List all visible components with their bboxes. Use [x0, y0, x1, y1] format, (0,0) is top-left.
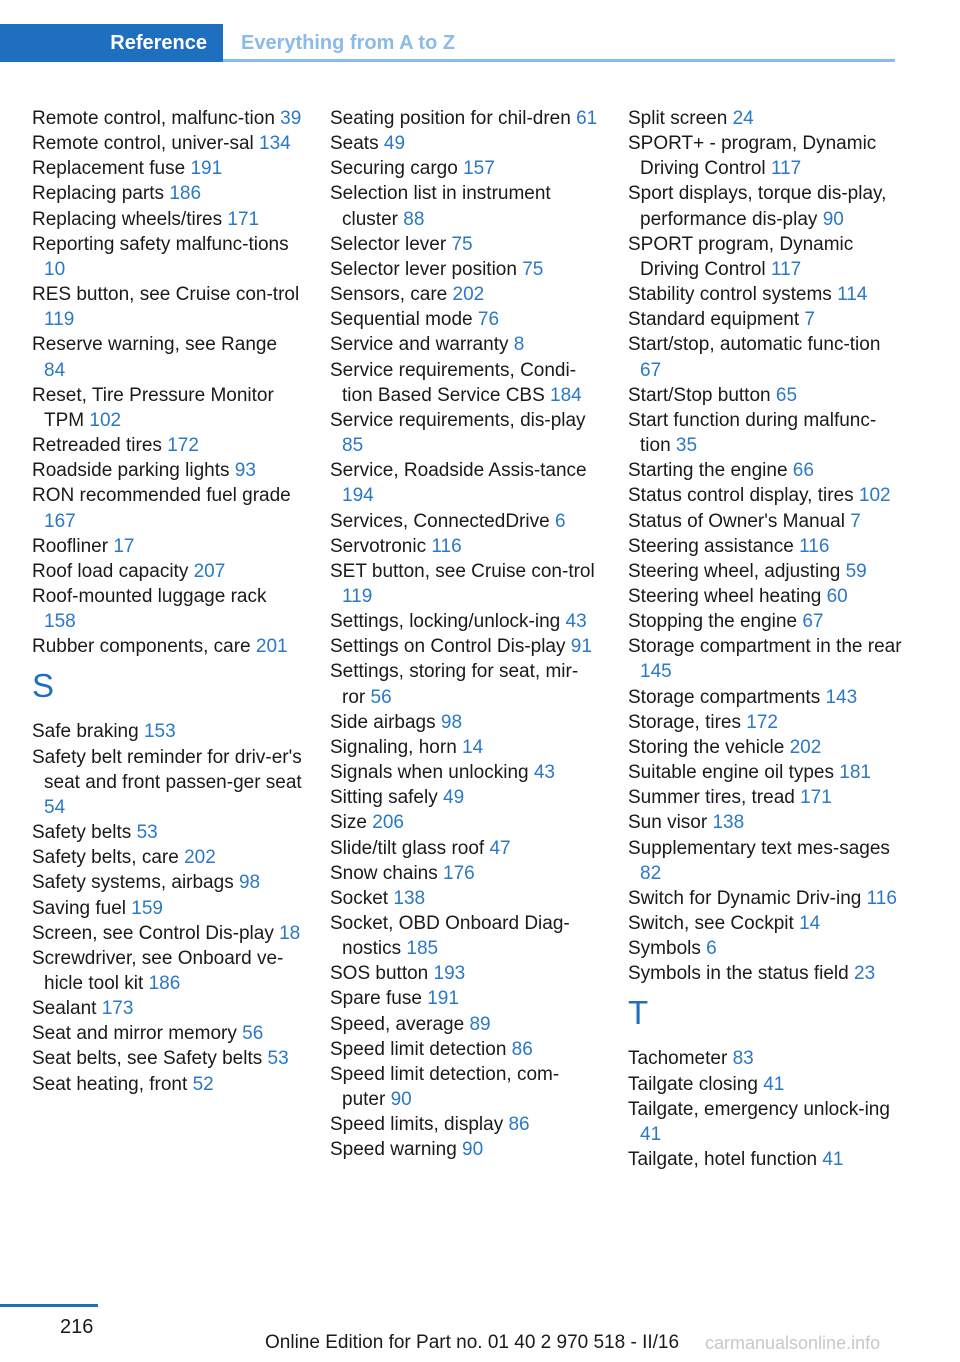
page-reference-link[interactable]: 75 — [451, 233, 473, 255]
index-entry — [628, 509, 903, 534]
index-entry — [330, 710, 600, 735]
index-entry — [628, 332, 903, 382]
watermark: carmanualsonline.info — [705, 1333, 881, 1353]
index-entry-text: Seat belts, see Safety belts — [32, 1048, 263, 1070]
page-header — [0, 24, 895, 62]
index-entry-text: Seating position for chil-dren — [330, 108, 571, 129]
index-entry — [32, 156, 302, 181]
page-reference-link[interactable]: 90 — [390, 1089, 412, 1111]
index-entry — [330, 1012, 600, 1037]
index-entry — [32, 559, 302, 584]
index-entry — [330, 1137, 600, 1162]
index-entry-text: Seat heating, front — [32, 1073, 188, 1095]
footer-rule — [0, 1304, 98, 1307]
page-reference-link[interactable]: 49 — [383, 133, 406, 155]
index-entry — [330, 358, 600, 408]
index-entry-text: Safety belts, care — [32, 847, 179, 869]
page-reference-link[interactable]: 60 — [826, 585, 848, 607]
index-entry-text: Side airbags — [330, 711, 436, 733]
page-reference-link[interactable]: 90 — [462, 1139, 484, 1161]
index-entry-text: Status control display, tires — [628, 485, 854, 507]
index-entry — [628, 836, 903, 886]
index-entry-text: Socket — [330, 887, 389, 909]
index-entry-text: Starting the engine — [628, 460, 788, 482]
index-entry — [628, 609, 903, 634]
page-reference-link[interactable]: 172 — [746, 711, 778, 733]
index-entry-text: Speed limit detection, com-puter — [330, 1063, 560, 1111]
index-entry-text: Seat and mirror memory — [32, 1023, 237, 1045]
index-entry — [628, 106, 903, 131]
index-entry-text: Rubber components, care — [32, 636, 251, 658]
index-entry — [330, 861, 600, 886]
index-entry — [330, 609, 600, 634]
index-entry — [628, 1046, 903, 1071]
page-reference-link[interactable]: 65 — [775, 384, 798, 406]
index-entry — [330, 1062, 600, 1112]
index-entry — [628, 735, 903, 760]
index-entry — [330, 659, 600, 709]
page-reference-link[interactable]: 176 — [443, 862, 475, 884]
page-reference-link[interactable]: 193 — [433, 963, 466, 985]
index-entry — [330, 106, 600, 131]
index-entry-text: Symbols — [628, 938, 701, 960]
page-reference-link[interactable]: 117 — [770, 258, 802, 280]
index-entry-text: Safety systems, airbags — [32, 872, 234, 894]
page-reference-link[interactable]: 119 — [342, 585, 373, 607]
page-reference-link[interactable]: 138 — [393, 887, 426, 909]
index-entry-text: Signaling, horn — [330, 736, 457, 758]
index-entry — [628, 961, 903, 986]
index-entry — [628, 181, 903, 231]
page-reference-link[interactable]: 191 — [190, 158, 223, 180]
page-reference-link[interactable]: 54 — [44, 796, 66, 818]
index-entry-text: Speed limit detection — [330, 1038, 507, 1060]
index-entry-text: Summer tires, tread — [628, 787, 795, 809]
page-reference-link[interactable]: 8 — [513, 334, 525, 356]
index-entry-text: Sequential mode — [330, 309, 473, 331]
index-entry-text: Services, ConnectedDrive — [330, 510, 550, 532]
page-reference-link[interactable]: 186 — [148, 973, 181, 994]
page-reference-link[interactable]: 206 — [372, 812, 404, 834]
page-reference-link[interactable]: 143 — [825, 686, 858, 708]
index-entry — [628, 383, 903, 408]
index-entry-text: Service requirements, Condi-tion Based Service CBS — [330, 359, 577, 406]
index-entry-text: Sitting safely — [330, 787, 438, 809]
page-reference-link[interactable]: 24 — [732, 108, 754, 129]
index-entry — [32, 745, 302, 820]
index-entry — [628, 710, 903, 735]
index-entry — [32, 106, 302, 131]
index-entry-text: Safety belts — [32, 822, 132, 844]
page-reference-link[interactable]: 145 — [640, 661, 672, 683]
page-reference-link[interactable]: 98 — [440, 711, 463, 733]
page-reference-link[interactable]: 41 — [822, 1149, 844, 1171]
index-entry — [330, 534, 600, 559]
index-column-3 — [628, 106, 903, 1172]
index-entry-text: Seats — [330, 133, 379, 155]
page-reference-link[interactable]: 186 — [169, 183, 202, 205]
index-entry — [32, 207, 302, 232]
page-reference-link[interactable]: 202 — [789, 736, 822, 758]
index-entry-text: Storing the vehicle — [628, 736, 785, 758]
index-entry — [628, 1072, 903, 1097]
index-entry-text: Tailgate closing — [628, 1073, 758, 1095]
index-entry-text: Switch for Dynamic Driv-ing — [628, 887, 862, 909]
index-entry — [628, 408, 903, 458]
page-reference-link[interactable]: 47 — [489, 837, 511, 859]
index-entry — [32, 896, 302, 921]
index-entry — [32, 483, 302, 533]
index-entry — [32, 131, 302, 156]
index-entry — [628, 1147, 903, 1172]
page-reference-link[interactable]: 17 — [113, 535, 135, 557]
index-entry-text: Retreaded tires — [32, 435, 162, 457]
index-entry-text: Service, Roadside Assis-tance — [330, 460, 587, 482]
index-entry-text: Split screen — [628, 108, 728, 129]
index-entry-text: Snow chains — [330, 862, 438, 884]
index-entry-text: Storage compartment in the rear — [628, 636, 902, 658]
index-entry — [330, 961, 600, 986]
index-entry-text: Slide/tilt glass roof — [330, 837, 485, 859]
index-entry — [628, 785, 903, 810]
page-reference-link[interactable]: 10 — [44, 258, 66, 280]
index-entry — [32, 1046, 302, 1071]
page-reference-link[interactable]: 84 — [44, 359, 66, 381]
page-reference-link[interactable]: 53 — [136, 822, 158, 844]
page-reference-link[interactable]: 67 — [640, 359, 662, 381]
index-entry-text: Symbols in the status field — [628, 963, 849, 985]
page-reference-link[interactable]: 158 — [44, 611, 76, 633]
index-entry — [32, 232, 302, 282]
index-entry — [330, 886, 600, 911]
index-entry — [330, 458, 600, 508]
index-entry — [32, 534, 302, 559]
page-reference-link[interactable]: 6 — [706, 938, 717, 960]
index-entry-text: Selector lever — [330, 233, 447, 255]
page-reference-link[interactable]: 181 — [839, 762, 871, 784]
index-entry — [330, 1037, 600, 1062]
page-reference-link[interactable]: 119 — [44, 309, 75, 331]
page-number: 216 — [60, 1316, 94, 1338]
page-reference-link[interactable]: 53 — [267, 1048, 289, 1070]
index-entry-text: Sun visor — [628, 812, 708, 834]
index-entry — [330, 257, 600, 282]
index-entry — [32, 458, 302, 483]
index-entry-text: Suitable engine oil types — [628, 762, 834, 784]
page-reference-link[interactable]: 56 — [370, 686, 392, 708]
index-entry — [628, 131, 903, 181]
index-entry — [330, 760, 600, 785]
page-reference-link[interactable]: 167 — [44, 510, 76, 532]
page-reference-link[interactable]: 116 — [431, 535, 462, 557]
index-entry-text: Roof load capacity — [32, 560, 189, 582]
index-entry — [628, 483, 903, 508]
index-entry-text: Storage compartments — [628, 686, 821, 708]
page-reference-link[interactable]: 102 — [89, 409, 122, 431]
index-entry-text: Signals when unlocking — [330, 762, 529, 784]
index-entry — [32, 820, 302, 845]
page-reference-link[interactable]: 61 — [576, 108, 598, 129]
index-entry-text: Selection list in instrument cluster — [330, 183, 551, 230]
index-entry-text: Roadside parking lights — [32, 460, 230, 482]
page-reference-link[interactable]: 171 — [800, 787, 832, 809]
index-entry — [32, 433, 302, 458]
page-reference-link[interactable]: 172 — [167, 435, 199, 457]
index-entry-text: Saving fuel — [32, 897, 127, 919]
index-entry-text: Remote control, univer-sal — [32, 133, 254, 155]
index-entry-text: Service and warranty — [330, 334, 509, 356]
index-entry-text: Spare fuse — [330, 988, 422, 1010]
index-entry — [628, 534, 903, 559]
index-entry-text: Selector lever position — [330, 258, 517, 280]
index-entry-text: Settings, storing for seat, mir-ror — [330, 661, 579, 708]
page-reference-link[interactable]: 116 — [799, 535, 830, 557]
index-entry — [32, 719, 302, 744]
page-reference-link[interactable]: 7 — [804, 309, 815, 331]
index-entry-text: Servotronic — [330, 535, 427, 557]
page-reference-link[interactable]: 14 — [799, 913, 821, 934]
index-entry — [628, 810, 903, 835]
page-reference-link[interactable]: 41 — [640, 1123, 662, 1145]
index-entry-text: Standard equipment — [628, 309, 800, 331]
index-entry — [628, 886, 903, 911]
index-entry — [32, 584, 302, 634]
index-entry — [330, 785, 600, 810]
index-entry-text: Safe braking — [32, 721, 139, 743]
index-entry — [330, 810, 600, 835]
index-entry-text: RON recommended fuel grade — [32, 485, 291, 507]
index-entry-text: SOS button — [330, 963, 429, 985]
index-entry — [628, 760, 903, 785]
index-entry-text: Steering wheel, adjusting — [628, 560, 841, 582]
page-reference-link[interactable]: 76 — [477, 309, 500, 331]
index-entry — [628, 1097, 903, 1147]
index-entry — [32, 332, 302, 382]
page-reference-link[interactable]: 41 — [763, 1073, 785, 1095]
index-entry-text: Sensors, care — [330, 284, 448, 306]
index-entry-text: Replacement fuse — [32, 158, 186, 180]
page-reference-link[interactable]: 201 — [255, 636, 288, 658]
index-entry — [628, 634, 903, 684]
index-entry — [32, 996, 302, 1021]
index-entry — [628, 458, 903, 483]
index-entry-text: Start/stop, automatic func-tion — [628, 334, 881, 356]
page-reference-link[interactable]: 75 — [522, 258, 544, 280]
page-reference-link[interactable]: 52 — [192, 1073, 214, 1095]
page-reference-link[interactable]: 207 — [193, 560, 226, 582]
page-reference-link[interactable]: 83 — [732, 1048, 754, 1070]
index-column-1 — [32, 106, 302, 1097]
index-entry — [330, 986, 600, 1011]
index-entry-text: Settings, locking/unlock-ing — [330, 611, 561, 633]
index-entry-text: Screen, see Control Dis-play — [32, 922, 274, 944]
index-column-2 — [330, 106, 600, 1163]
index-entry-text: Start/Stop button — [628, 384, 771, 406]
page-reference-link[interactable]: 43 — [565, 611, 587, 633]
index-entry-text: Speed limits, display — [330, 1114, 504, 1136]
page-reference-link[interactable]: 88 — [403, 208, 425, 230]
page-reference-link[interactable]: 86 — [511, 1038, 533, 1060]
index-letter-heading: T — [628, 994, 649, 1032]
index-letter-heading: S — [32, 667, 55, 705]
index-entry — [330, 307, 600, 332]
page-reference-link[interactable]: 43 — [533, 762, 555, 784]
page-reference-link[interactable]: 39 — [280, 108, 302, 129]
page-reference-link[interactable]: 82 — [640, 862, 662, 884]
index-entry-text: Remote control, malfunc-tion — [32, 108, 275, 129]
page-reference-link[interactable]: 89 — [469, 1013, 491, 1035]
index-entry — [628, 282, 903, 307]
page-reference-link[interactable]: 66 — [792, 460, 814, 482]
index-entry — [32, 870, 302, 895]
index-entry-text: Tailgate, hotel function — [628, 1149, 818, 1171]
index-entry-text: Start function during malfunc-tion — [628, 409, 877, 457]
index-entry — [628, 232, 903, 282]
page-reference-link[interactable]: 85 — [342, 435, 364, 457]
page-reference-link[interactable]: 98 — [238, 872, 261, 894]
page-reference-link[interactable]: 6 — [554, 510, 566, 532]
page-reference-link[interactable]: 184 — [550, 384, 582, 406]
section-tab: Reference — [0, 24, 223, 62]
index-entry-text: Supplementary text mes-sages — [628, 837, 890, 859]
index-entry — [628, 911, 903, 936]
index-entry — [32, 282, 302, 332]
page-reference-link[interactable]: 202 — [184, 847, 216, 869]
index-entry — [32, 181, 302, 206]
index-entry-text: Status of Owner's Manual — [628, 510, 845, 532]
index-entry-text: Speed warning — [330, 1139, 457, 1161]
page-reference-link[interactable]: 91 — [570, 636, 592, 658]
index-entry — [330, 232, 600, 257]
index-entry — [628, 559, 903, 584]
index-entry-text: SPORT program, Dynamic Driving Control — [628, 233, 854, 280]
index-entry-text: Screwdriver, see Onboard ve-hicle tool kit — [32, 947, 284, 994]
index-entry — [330, 131, 600, 156]
index-entry-text: Tachometer — [628, 1048, 728, 1070]
index-entry-text: SPORT+ - program, Dynamic Driving Control — [628, 133, 877, 180]
page-reference-link[interactable]: 138 — [712, 812, 745, 834]
page-reference-link[interactable]: 185 — [406, 938, 439, 960]
page-reference-link[interactable]: 191 — [427, 988, 459, 1010]
index-entry — [32, 1072, 302, 1097]
index-entry — [330, 735, 600, 760]
index-entry-text: Size — [330, 812, 367, 834]
page-reference-link[interactable]: 93 — [234, 460, 256, 482]
index-entry — [32, 634, 302, 659]
edition-text: Online Edition for Part no. 01 40 2 970 518 - II/16 — [265, 1332, 680, 1353]
index-entry — [628, 584, 903, 609]
index-entry-text: Steering assistance — [628, 535, 794, 557]
index-entry-text: Replacing parts — [32, 183, 165, 205]
index-entry — [330, 911, 600, 961]
index-entry-text: Stability control systems — [628, 284, 832, 306]
page-reference-link[interactable]: 157 — [463, 158, 495, 180]
index-entry-text: Reporting safety malfunc-tions — [32, 233, 289, 255]
page-reference-link[interactable]: 173 — [101, 998, 134, 1020]
page-reference-link[interactable]: 153 — [143, 721, 176, 743]
index-entry-text: Storage, tires — [628, 711, 741, 733]
index-entry-text: Switch, see Cockpit — [628, 913, 794, 934]
page-reference-link[interactable]: 18 — [279, 922, 301, 944]
chapter-title: Everything from A to Z — [241, 32, 456, 54]
index-entry — [32, 921, 302, 946]
index-entry-text: Stopping the engine — [628, 611, 798, 633]
index-entry-text: Reset, Tire Pressure Monitor TPM — [32, 384, 274, 431]
page-reference-link[interactable]: 56 — [242, 1023, 264, 1045]
index-entry-text: RES button, see Cruise con-trol — [32, 284, 300, 306]
index-entry — [32, 845, 302, 870]
page-reference-link[interactable]: 23 — [854, 963, 876, 985]
index-entry — [330, 559, 600, 609]
index-entry-text: Settings on Control Dis-play — [330, 636, 566, 658]
index-entry — [330, 156, 600, 181]
page-reference-link[interactable]: 90 — [822, 208, 844, 230]
page-reference-link[interactable]: 202 — [452, 284, 485, 306]
index-entry-text: Roof-mounted luggage rack — [32, 585, 267, 607]
index-entry-text: Securing cargo — [330, 158, 458, 180]
page-reference-link[interactable]: 102 — [858, 485, 891, 507]
index-entry-text: Socket, OBD Onboard Diag-nostics — [330, 913, 570, 960]
page-reference-link[interactable]: 134 — [259, 133, 291, 155]
page-reference-link[interactable]: 49 — [443, 787, 465, 809]
page-reference-link[interactable]: 159 — [131, 897, 163, 919]
index-entry — [628, 307, 903, 332]
index-entry — [330, 408, 600, 458]
index-entry-text: Roofliner — [32, 535, 109, 557]
index-entry-text: Service requirements, dis-play — [330, 409, 586, 431]
index-entry-text: Safety belt reminder for driv-er's seat and front passen-ger seat — [32, 746, 302, 793]
index-entry-text: Steering wheel heating — [628, 585, 822, 607]
page-reference-link[interactable]: 86 — [508, 1114, 530, 1136]
index-entry — [330, 836, 600, 861]
index-entry — [32, 383, 302, 433]
index-entry — [330, 1112, 600, 1137]
index-entry — [330, 509, 600, 534]
page-reference-link[interactable]: 171 — [227, 208, 260, 230]
index-entry-text: Speed, average — [330, 1013, 465, 1035]
index-entry — [330, 332, 600, 357]
index-entry-text: Tailgate, emergency unlock-ing — [628, 1098, 890, 1120]
index-entry — [628, 936, 903, 961]
index-entry-text: SET button, see Cruise con-trol — [330, 560, 595, 582]
index-entry — [628, 685, 903, 710]
index-entry — [330, 282, 600, 307]
page-reference-link[interactable]: 14 — [462, 736, 484, 758]
index-entry-text: Replacing wheels/tires — [32, 208, 223, 230]
index-entry — [32, 1021, 302, 1046]
page-reference-link[interactable]: 7 — [850, 510, 861, 532]
index-entry — [32, 946, 302, 996]
index-entry — [330, 181, 600, 231]
page-reference-link[interactable]: 114 — [837, 284, 868, 306]
index-entry-text: Sport displays, torque dis-play, performance dis-play — [628, 183, 887, 230]
header-rule — [223, 59, 895, 62]
page-reference-link[interactable]: 35 — [675, 435, 698, 457]
page-reference-link[interactable]: 59 — [845, 560, 867, 582]
index-entry-text: Reserve warning, see Range — [32, 334, 278, 356]
page-reference-link[interactable]: 67 — [802, 611, 824, 633]
page-reference-link[interactable]: 116 — [866, 887, 897, 909]
index-entry — [330, 634, 600, 659]
page-reference-link[interactable]: 194 — [342, 485, 374, 507]
page-reference-link[interactable]: 117 — [770, 158, 802, 180]
index-entry-text: Sealant — [32, 998, 97, 1020]
